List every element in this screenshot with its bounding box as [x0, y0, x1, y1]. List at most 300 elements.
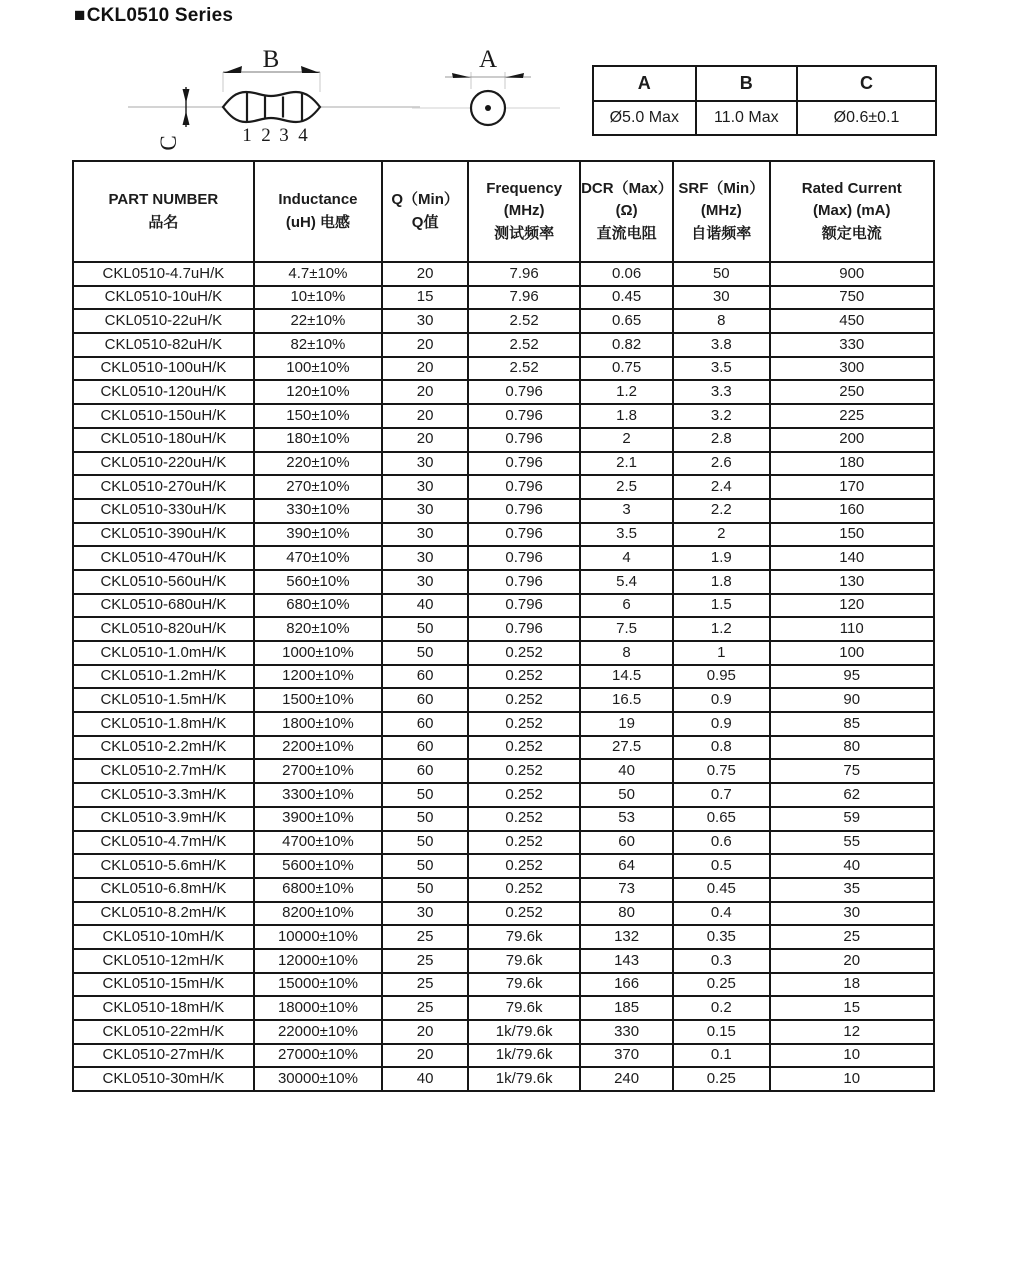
spec-cell: 0.5 [673, 854, 769, 878]
spec-column-header-line: Q（Min） [391, 191, 459, 208]
spec-cell: 40 [770, 854, 935, 878]
spec-cell: 820±10% [254, 617, 382, 641]
spec-cell: 0.6 [673, 831, 769, 855]
spec-cell: 18000±10% [254, 996, 382, 1020]
spec-cell: 62 [770, 783, 935, 807]
spec-cell: 150±10% [254, 404, 382, 428]
spec-column-header-line: 直流电阻 [596, 224, 657, 242]
spec-row [73, 1020, 934, 1044]
spec-row [73, 594, 934, 618]
spec-cell: 2.4 [673, 475, 769, 499]
spec-cell: 60 [382, 688, 468, 712]
spec-cell: 30 [382, 546, 468, 570]
spec-cell: CKL0510-27mH/K [73, 1044, 254, 1068]
spec-cell: 450 [770, 309, 935, 333]
spec-cell: 0.796 [468, 546, 580, 570]
spec-cell: 30 [673, 286, 769, 310]
spec-cell: 0.796 [468, 475, 580, 499]
spec-cell: 0.1 [673, 1044, 769, 1068]
spec-cell: CKL0510-12mH/K [73, 949, 254, 973]
spec-column-header-line: 额定电流 [821, 224, 882, 242]
dimensions-table [592, 65, 937, 136]
dim-a-arrow-left [452, 73, 471, 78]
spec-cell: 50 [382, 783, 468, 807]
spec-cell: 7.96 [468, 286, 580, 310]
spec-cell: CKL0510-10uH/K [73, 286, 254, 310]
spec-cell: 370 [580, 1044, 673, 1068]
spec-cell: 0.82 [580, 333, 673, 357]
spec-row [73, 641, 934, 665]
spec-table-body [73, 262, 934, 1091]
spec-cell: 330±10% [254, 499, 382, 523]
spec-cell: 50 [382, 878, 468, 902]
spec-cell: 0.65 [580, 309, 673, 333]
spec-cell: CKL0510-390uH/K [73, 523, 254, 547]
spec-cell: 0.15 [673, 1020, 769, 1044]
spec-cell: 1800±10% [254, 712, 382, 736]
spec-row [73, 546, 934, 570]
spec-column-header [673, 161, 769, 262]
spec-cell: 7.5 [580, 617, 673, 641]
spec-column-header [468, 161, 580, 262]
spec-row [73, 404, 934, 428]
spec-cell: 1.2 [673, 617, 769, 641]
page-title [74, 5, 233, 27]
spec-cell: CKL0510-22uH/K [73, 309, 254, 333]
spec-cell: 10000±10% [254, 925, 382, 949]
spec-cell: 30 [770, 902, 935, 926]
spec-cell: 20 [382, 262, 468, 286]
spec-header-row [73, 161, 934, 262]
spec-column-header-line: (MHz) [503, 202, 545, 220]
spec-cell: 0.796 [468, 428, 580, 452]
spec-cell: 50 [382, 617, 468, 641]
spec-cell: 60 [382, 736, 468, 760]
spec-cell: 0.8 [673, 736, 769, 760]
spec-cell: 25 [382, 925, 468, 949]
spec-cell: 0.252 [468, 831, 580, 855]
wire-end-center-dot [485, 105, 491, 111]
spec-cell: 12 [770, 1020, 935, 1044]
spec-cell: 2 [580, 428, 673, 452]
spec-cell: CKL0510-470uH/K [73, 546, 254, 570]
spec-cell: 60 [382, 665, 468, 689]
spec-cell: 18 [770, 973, 935, 997]
spec-cell: 15 [770, 996, 935, 1020]
spec-cell: 50 [580, 783, 673, 807]
spec-cell: 750 [770, 286, 935, 310]
spec-cell: 30 [382, 309, 468, 333]
spec-cell: 60 [382, 759, 468, 783]
spec-cell: 0.9 [673, 688, 769, 712]
spec-cell: CKL0510-5.6mH/K [73, 854, 254, 878]
spec-cell: 5.4 [580, 570, 673, 594]
spec-cell: 4 [580, 546, 673, 570]
spec-cell: 7.96 [468, 262, 580, 286]
spec-cell: CKL0510-8.2mH/K [73, 902, 254, 926]
spec-cell: 1500±10% [254, 688, 382, 712]
spec-cell: 680±10% [254, 594, 382, 618]
spec-cell: 0.252 [468, 712, 580, 736]
spec-cell: 130 [770, 570, 935, 594]
spec-cell: 20 [770, 949, 935, 973]
spec-cell: 1k/79.6k [468, 1020, 580, 1044]
spec-cell: 0.252 [468, 759, 580, 783]
spec-cell: 0.7 [673, 783, 769, 807]
spec-cell: 10±10% [254, 286, 382, 310]
spec-row [73, 1044, 934, 1068]
spec-cell: 0.796 [468, 452, 580, 476]
spec-cell: 100 [770, 641, 935, 665]
spec-cell: 2.2 [673, 499, 769, 523]
spec-column-header [73, 161, 254, 262]
spec-cell: 1000±10% [254, 641, 382, 665]
spec-cell: 25 [770, 925, 935, 949]
spec-cell: 3.5 [580, 523, 673, 547]
spec-row [73, 380, 934, 404]
spec-cell: 2200±10% [254, 736, 382, 760]
spec-row [73, 973, 934, 997]
spec-cell: 30 [382, 499, 468, 523]
spec-cell: 80 [770, 736, 935, 760]
spec-cell: 0.252 [468, 688, 580, 712]
spec-cell: CKL0510-22mH/K [73, 1020, 254, 1044]
title-square-icon: ■ [74, 5, 86, 26]
spec-cell: 0.35 [673, 925, 769, 949]
spec-cell: 170 [770, 475, 935, 499]
spec-cell: 6800±10% [254, 878, 382, 902]
spec-cell: 185 [580, 996, 673, 1020]
spec-column-header-line: Frequency [486, 179, 563, 197]
spec-cell: CKL0510-560uH/K [73, 570, 254, 594]
spec-cell: 100±10% [254, 357, 382, 381]
dim-header-b: B [696, 66, 798, 101]
spec-cell: 1.9 [673, 546, 769, 570]
spec-cell: 30 [382, 570, 468, 594]
spec-cell: CKL0510-2.2mH/K [73, 736, 254, 760]
spec-cell: CKL0510-15mH/K [73, 973, 254, 997]
spec-cell: CKL0510-4.7mH/K [73, 831, 254, 855]
spec-cell: 30 [382, 475, 468, 499]
spec-column-header [770, 161, 935, 262]
spec-row [73, 831, 934, 855]
spec-row [73, 475, 934, 499]
spec-row [73, 1067, 934, 1091]
dim-a-arrow-right [505, 73, 524, 78]
spec-cell: 0.796 [468, 570, 580, 594]
spec-cell: 330 [770, 333, 935, 357]
spec-cell: CKL0510-1.5mH/K [73, 688, 254, 712]
spec-cell: 180 [770, 452, 935, 476]
spec-cell: 143 [580, 949, 673, 973]
spec-cell: 300 [770, 357, 935, 381]
spec-cell: 1200±10% [254, 665, 382, 689]
spec-row [73, 878, 934, 902]
dim-value-c: Ø0.6±0.1 [797, 101, 936, 135]
spec-cell: CKL0510-150uH/K [73, 404, 254, 428]
spec-row [73, 523, 934, 547]
spec-cell: 0.252 [468, 783, 580, 807]
spec-row [73, 665, 934, 689]
dim-c-arrow-top [183, 89, 190, 103]
spec-row [73, 499, 934, 523]
spec-cell: 1k/79.6k [468, 1044, 580, 1068]
spec-row [73, 570, 934, 594]
spec-cell: 50 [382, 854, 468, 878]
spec-row [73, 736, 934, 760]
dim-header-c: C [797, 66, 936, 101]
spec-cell: CKL0510-3.9mH/K [73, 807, 254, 831]
spec-column-header-line: PART NUMBER [108, 191, 219, 208]
spec-cell: 0.796 [468, 404, 580, 428]
spec-cell: 8200±10% [254, 902, 382, 926]
spec-cell: 240 [580, 1067, 673, 1091]
spec-cell: 132 [580, 925, 673, 949]
spec-cell: 79.6k [468, 949, 580, 973]
spec-cell: 3 [580, 499, 673, 523]
spec-column-header [254, 161, 382, 262]
spec-cell: 75 [770, 759, 935, 783]
spec-cell: CKL0510-4.7uH/K [73, 262, 254, 286]
spec-row [73, 452, 934, 476]
spec-cell: 8 [580, 641, 673, 665]
dimensions-header-row [593, 66, 936, 101]
spec-cell: CKL0510-220uH/K [73, 452, 254, 476]
spec-cell: 30 [382, 902, 468, 926]
band-label-2: 2 [261, 125, 271, 146]
spec-column-header-line: DCR（Max） [581, 179, 673, 197]
spec-cell: 900 [770, 262, 935, 286]
spec-column-header-line: 自谐频率 [691, 224, 752, 242]
spec-cell: 40 [580, 759, 673, 783]
spec-row [73, 333, 934, 357]
spec-row [73, 428, 934, 452]
spec-cell: 140 [770, 546, 935, 570]
spec-cell: 50 [382, 807, 468, 831]
spec-cell: 120±10% [254, 380, 382, 404]
spec-cell: 0.796 [468, 594, 580, 618]
dim-a-label: A [478, 46, 498, 73]
spec-cell: 200 [770, 428, 935, 452]
spec-row [73, 309, 934, 333]
spec-column-header [580, 161, 673, 262]
spec-cell: 3900±10% [254, 807, 382, 831]
spec-cell: 15000±10% [254, 973, 382, 997]
spec-cell: 0.252 [468, 736, 580, 760]
spec-cell: 160 [770, 499, 935, 523]
spec-cell: CKL0510-10mH/K [73, 925, 254, 949]
spec-cell: 0.252 [468, 854, 580, 878]
spec-table [72, 160, 935, 1092]
spec-cell: 0.75 [580, 357, 673, 381]
spec-column-header-line: (Ω) [615, 202, 638, 220]
spec-cell: 0.252 [468, 665, 580, 689]
spec-cell: 220±10% [254, 452, 382, 476]
spec-cell: 3.5 [673, 357, 769, 381]
spec-cell: 2.1 [580, 452, 673, 476]
spec-cell: 20 [382, 380, 468, 404]
spec-cell: 225 [770, 404, 935, 428]
spec-cell: CKL0510-82uH/K [73, 333, 254, 357]
spec-cell: 20 [382, 1044, 468, 1068]
spec-cell: 79.6k [468, 996, 580, 1020]
spec-cell: 90 [770, 688, 935, 712]
spec-row [73, 949, 934, 973]
spec-cell: 0.796 [468, 523, 580, 547]
dim-b-label: B [262, 46, 280, 73]
spec-cell: 0.25 [673, 973, 769, 997]
spec-cell: 4700±10% [254, 831, 382, 855]
spec-cell: CKL0510-330uH/K [73, 499, 254, 523]
spec-row [73, 262, 934, 286]
spec-row [73, 286, 934, 310]
spec-column-header-line: 品名 [148, 213, 179, 231]
spec-column-header [382, 161, 468, 262]
spec-cell: 560±10% [254, 570, 382, 594]
spec-cell: CKL0510-3.3mH/K [73, 783, 254, 807]
spec-cell: 27000±10% [254, 1044, 382, 1068]
spec-cell: CKL0510-680uH/K [73, 594, 254, 618]
spec-cell: 3300±10% [254, 783, 382, 807]
spec-cell: 166 [580, 973, 673, 997]
spec-cell: 2700±10% [254, 759, 382, 783]
spec-cell: 0.06 [580, 262, 673, 286]
spec-cell: CKL0510-270uH/K [73, 475, 254, 499]
spec-cell: 1.5 [673, 594, 769, 618]
spec-cell: 2 [673, 523, 769, 547]
spec-cell: 60 [382, 712, 468, 736]
spec-cell: CKL0510-1.0mH/K [73, 641, 254, 665]
spec-cell: 0.252 [468, 807, 580, 831]
spec-cell: 22±10% [254, 309, 382, 333]
spec-column-header-line: 测试频率 [494, 224, 555, 242]
spec-cell: 2.6 [673, 452, 769, 476]
spec-cell: 0.45 [580, 286, 673, 310]
spec-cell: 40 [382, 594, 468, 618]
spec-row [73, 759, 934, 783]
spec-cell: 470±10% [254, 546, 382, 570]
spec-cell: CKL0510-1.2mH/K [73, 665, 254, 689]
spec-row [73, 688, 934, 712]
spec-cell: 0.796 [468, 499, 580, 523]
dim-c-arrow-bottom [183, 111, 190, 125]
spec-cell: 10 [770, 1067, 935, 1091]
spec-cell: 10 [770, 1044, 935, 1068]
spec-cell: 0.45 [673, 878, 769, 902]
spec-cell: 0.252 [468, 641, 580, 665]
spec-column-header-line: (MHz) [700, 202, 742, 220]
spec-cell: 1.8 [580, 404, 673, 428]
spec-cell: 3.8 [673, 333, 769, 357]
spec-cell: 55 [770, 831, 935, 855]
spec-cell: 0.75 [673, 759, 769, 783]
spec-cell: 15 [382, 286, 468, 310]
spec-cell: CKL0510-30mH/K [73, 1067, 254, 1091]
spec-cell: 0.95 [673, 665, 769, 689]
dim-c-label: C [156, 135, 181, 151]
spec-cell: 12000±10% [254, 949, 382, 973]
spec-cell: 30 [382, 452, 468, 476]
band-label-1: 1 [242, 125, 252, 146]
spec-cell: 150 [770, 523, 935, 547]
spec-cell: 80 [580, 902, 673, 926]
page-title-text: CKL0510 Series [86, 5, 234, 26]
spec-cell: 85 [770, 712, 935, 736]
spec-cell: 6 [580, 594, 673, 618]
spec-row [73, 357, 934, 381]
spec-cell: 1.8 [673, 570, 769, 594]
spec-cell: 19 [580, 712, 673, 736]
spec-cell: 8 [673, 309, 769, 333]
dimensions-value-row [593, 101, 936, 135]
spec-cell: 0.25 [673, 1067, 769, 1091]
spec-cell: 27.5 [580, 736, 673, 760]
spec-cell: 50 [382, 831, 468, 855]
spec-cell: 5600±10% [254, 854, 382, 878]
spec-cell: 22000±10% [254, 1020, 382, 1044]
spec-cell: 180±10% [254, 428, 382, 452]
dim-value-b: 11.0 Max [696, 101, 798, 135]
spec-row [73, 925, 934, 949]
spec-cell: 79.6k [468, 973, 580, 997]
spec-cell: 53 [580, 807, 673, 831]
spec-cell: 79.6k [468, 925, 580, 949]
spec-cell: 4.7±10% [254, 262, 382, 286]
spec-cell: 2.8 [673, 428, 769, 452]
spec-cell: 250 [770, 380, 935, 404]
spec-column-header-line: (Max) (mA) [813, 202, 891, 220]
spec-cell: 82±10% [254, 333, 382, 357]
spec-cell: 40 [382, 1067, 468, 1091]
spec-column-header-line: Rated Current [801, 179, 902, 197]
spec-cell: 20 [382, 404, 468, 428]
spec-cell: 0.9 [673, 712, 769, 736]
spec-cell: 1 [673, 641, 769, 665]
spec-cell: CKL0510-100uH/K [73, 357, 254, 381]
spec-cell: 16.5 [580, 688, 673, 712]
spec-cell: CKL0510-2.7mH/K [73, 759, 254, 783]
spec-cell: 330 [580, 1020, 673, 1044]
spec-cell: 25 [382, 996, 468, 1020]
spec-cell: 35 [770, 878, 935, 902]
spec-cell: 60 [580, 831, 673, 855]
spec-cell: 110 [770, 617, 935, 641]
spec-cell: 2.5 [580, 475, 673, 499]
spec-cell: 0.65 [673, 807, 769, 831]
spec-cell: 30 [382, 523, 468, 547]
spec-row [73, 807, 934, 831]
spec-cell: 0.252 [468, 878, 580, 902]
dim-header-a: A [593, 66, 696, 101]
spec-column-header-line: Inductance [278, 191, 358, 208]
spec-cell: CKL0510-1.8mH/K [73, 712, 254, 736]
spec-row [73, 996, 934, 1020]
spec-cell: 1k/79.6k [468, 1067, 580, 1091]
spec-cell: 59 [770, 807, 935, 831]
spec-column-header-line: SRF（Min） [678, 179, 765, 197]
spec-cell: CKL0510-6.8mH/K [73, 878, 254, 902]
spec-cell: 30000±10% [254, 1067, 382, 1091]
spec-column-header-line: (uH) 电感 [285, 213, 351, 231]
band-label-3: 3 [279, 125, 289, 146]
spec-cell: 2.52 [468, 333, 580, 357]
spec-cell: 64 [580, 854, 673, 878]
spec-cell: 20 [382, 428, 468, 452]
spec-cell: 50 [673, 262, 769, 286]
spec-cell: 20 [382, 1020, 468, 1044]
spec-cell: 0.252 [468, 902, 580, 926]
band-label-4: 4 [298, 125, 308, 146]
